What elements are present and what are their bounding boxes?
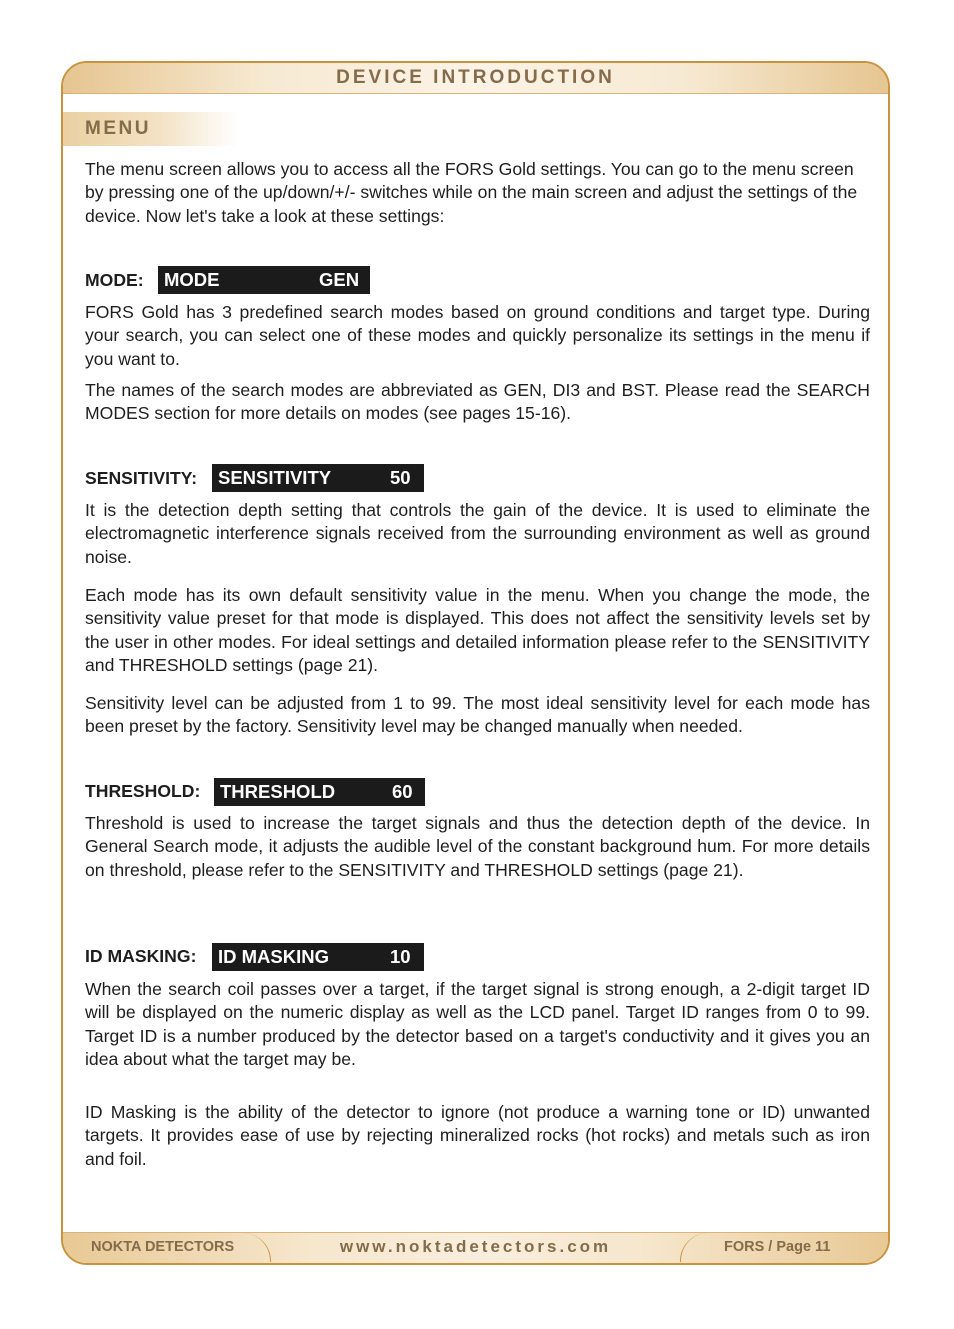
mode-display-value: GEN [319,269,360,290]
footer-brand: NOKTA DETECTORS [91,1239,235,1255]
section-band [63,112,238,146]
page-frame [61,61,890,1265]
threshold-paragraph-1: Threshold is used to increase the target signals and thus the detection depth of the device. In General Search mode, it adjusts the audible level of the constant background hum. For more details on threshold, please refer to the SENSITIVITY and THRESHOLD settings (page 21). [85,813,870,880]
threshold-display [214,778,425,806]
mode-display [158,266,370,294]
header-band [63,63,888,94]
footer [63,1232,888,1263]
mode-display-name: MODE [164,269,220,290]
mode-label: MODE: [85,270,144,290]
id-masking-display-name: ID MASKING [218,946,329,967]
page-title: DEVICE INTRODUCTION [336,67,615,88]
id-masking-label: ID MASKING: [85,946,197,966]
footer-website: www.noktadetectors.com [339,1237,612,1256]
id-masking-paragraph-1: When the search coil passes over a target, if the target signal is strong enough, a 2-digit target ID will be displayed on the numeric display as well as the LCD panel. Target ID ranges from 0 to 99. Target ID is a number produced by the detector based on a target's conductivity and it gives you an idea about what the target may be. [85,979,870,1069]
threshold-label: THRESHOLD: [85,781,201,801]
id-masking-display-value: 10 [390,946,411,967]
mode-paragraph-2: The names of the search modes are abbreviated as GEN, DI3 and BST. Please read the SEARCH MODES section for more details on modes (see pages 15-16). [85,380,870,424]
sensitivity-display-name: SENSITIVITY [218,467,332,488]
id-masking-paragraph-2: ID Masking is the ability of the detector to ignore (not produce a warning tone or ID) unwanted targets. It provides ease of use by rejecting mineralized rocks (hot rocks) and metals such as iron and foil. [85,1102,870,1169]
threshold-display-value: 60 [392,781,413,802]
sensitivity-display [212,464,424,492]
sensitivity-paragraph-2: Each mode has its own default sensitivity value in the menu. When you change the mode, the sensitivity value preset for that mode is displayed. This does not affect the sensitivity levels set by the user in other modes. For ideal settings and detailed information please refer to the SENSITIVITY and THRESHOLD settings (page 21). [85,585,870,675]
intro-paragraph: The menu screen allows you to access all the FORS Gold settings. You can go to the menu screen by pressing one of the up/down/+/- switches while on the main screen and adjust the settings of the device. Now let's take a look at these settings: [85,159,858,226]
sensitivity-display-value: 50 [390,467,411,488]
sensitivity-label: SENSITIVITY: [85,468,198,488]
sensitivity-paragraph-1: It is the detection depth setting that controls the gain of the device. It is used to eliminate the electromagnetic interference signals received from the surrounding environment as well as ground noise. [85,500,870,567]
footer-page-number: FORS / Page 11 [724,1239,831,1255]
section-title: MENU [85,118,151,139]
threshold-display-name: THRESHOLD [220,781,336,802]
footer-right-tab [680,1233,888,1262]
mode-paragraph-1: FORS Gold has 3 predefined search modes based on ground conditions and target type. During your search, you can select one of these modes and quickly personalize its settings in the menu if you want to. [85,302,870,369]
sensitivity-paragraph-3: Sensitivity level can be adjusted from 1 to 99. The most ideal sensitivity level for each mode has been preset by the factory. Sensitivity level may be changed manually when needed. [85,693,870,737]
id-masking-display [212,943,424,971]
